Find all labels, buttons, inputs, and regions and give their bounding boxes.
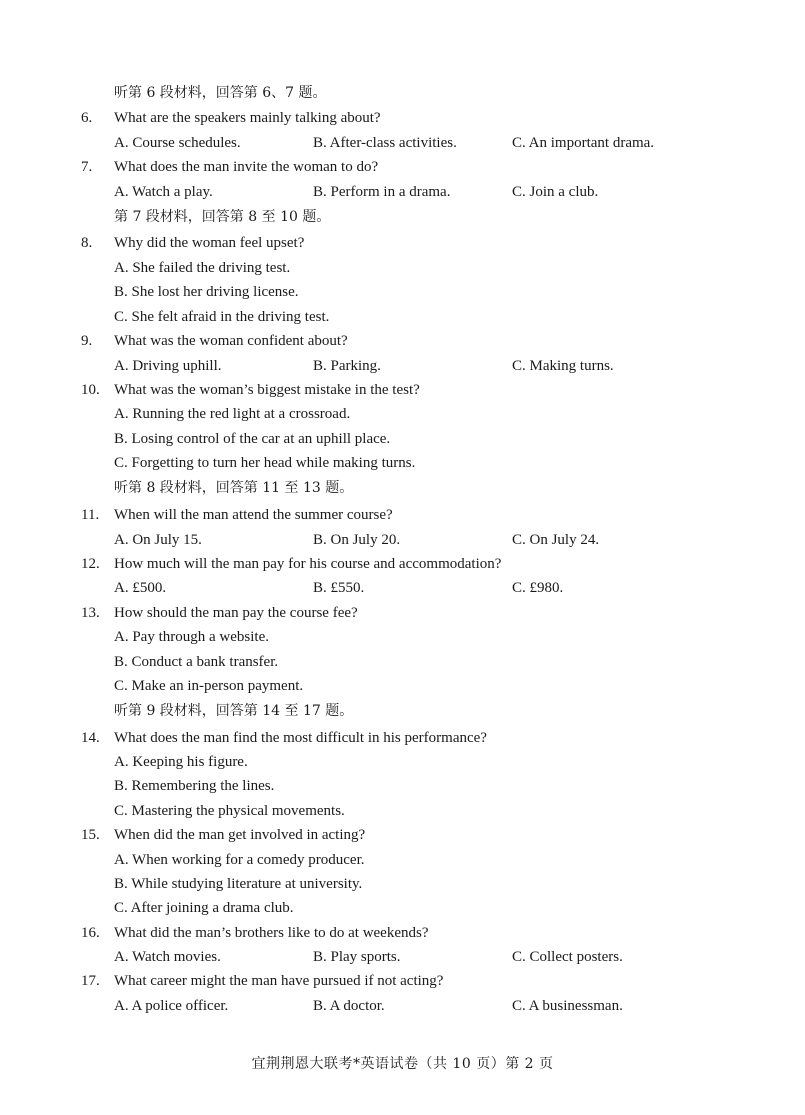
section-instruction-text: 听第 6 段材料，回答第 6、7 题。 — [114, 85, 327, 101]
option-c: C. After joining a drama club. — [114, 900, 294, 916]
option-a: A. Course schedules. — [114, 135, 241, 151]
question-number: 8. — [81, 235, 93, 251]
option-b: B. £550. — [313, 580, 365, 596]
option-a: A. Keeping his figure. — [114, 754, 248, 770]
section-instruction-text: 听第 8 段材料，回答第 11 至 13 题。 — [114, 480, 354, 496]
option-b: B. A doctor. — [313, 998, 385, 1014]
question-text: What does the man find the most difficult in his performance? — [114, 730, 487, 746]
question-number: 13. — [81, 605, 100, 621]
option-c: C. Join a club. — [512, 184, 599, 200]
option-b: B. While studying literature at university. — [114, 876, 363, 892]
option-a: A. Running the red light at a crossroad. — [114, 406, 351, 422]
option-a: A. On July 15. — [114, 532, 202, 548]
question-text: Why did the woman feel upset? — [114, 235, 305, 251]
question-text: When did the man get involved in acting? — [114, 827, 366, 843]
option-a: A. Pay through a website. — [114, 629, 269, 645]
option-a: A. Driving uphill. — [114, 358, 222, 374]
option-b: B. Remembering the lines. — [114, 778, 275, 794]
option-c: C. Forgetting to turn her head while making turns. — [114, 455, 416, 471]
option-c: C. On July 24. — [512, 532, 600, 548]
option-b: B. Losing control of the car at an uphill place. — [114, 431, 391, 447]
question-number: 16. — [81, 925, 100, 941]
question-text: What career might the man have pursued if not acting? — [114, 973, 444, 989]
option-a: A. A police officer. — [114, 998, 229, 1014]
question-number: 10. — [81, 382, 100, 398]
option-c: C. Making turns. — [512, 358, 614, 374]
option-c: C. Make an in-person payment. — [114, 678, 304, 694]
question-number: 9. — [81, 333, 93, 349]
option-b: B. On July 20. — [313, 532, 401, 548]
question-text: What did the man’s brothers like to do at weekends? — [114, 925, 429, 941]
option-c: C. Mastering the physical movements. — [114, 803, 345, 819]
option-a: A. Watch a play. — [114, 184, 213, 200]
question-text: What was the woman confident about? — [114, 333, 348, 349]
option-b: B. After-class activities. — [313, 135, 457, 151]
page-footer: 宜荆荆恩大联考*英语试卷（共 10 页）第 2 页 — [251, 1056, 554, 1072]
section-instruction-text: 第 7 段材料，回答第 8 至 10 题。 — [114, 209, 331, 225]
option-c: C. A businessman. — [512, 998, 623, 1014]
option-c: C. £980. — [512, 580, 564, 596]
question-number: 7. — [81, 159, 93, 175]
option-b: B. Play sports. — [313, 949, 401, 965]
option-a: A. She failed the driving test. — [114, 260, 291, 276]
question-text: How much will the man pay for his course and accommodation? — [114, 556, 502, 572]
option-b: B. She lost her driving license. — [114, 284, 299, 300]
option-c: C. She felt afraid in the driving test. — [114, 309, 330, 325]
question-text: What does the man invite the woman to do? — [114, 159, 379, 175]
question-number: 6. — [81, 110, 93, 126]
question-text: What was the woman’s biggest mistake in the test? — [114, 382, 420, 398]
section-instruction-text: 听第 9 段材料，回答第 14 至 17 题。 — [114, 703, 354, 719]
option-c: C. An important drama. — [512, 135, 655, 151]
question-number: 11. — [81, 507, 100, 523]
option-b: B. Conduct a bank transfer. — [114, 654, 279, 670]
question-number: 12. — [81, 556, 100, 572]
question-text: What are the speakers mainly talking about? — [114, 110, 381, 126]
question-number: 17. — [81, 973, 100, 989]
option-a: A. £500. — [114, 580, 167, 596]
question-number: 14. — [81, 730, 100, 746]
option-b: B. Parking. — [313, 358, 381, 374]
question-number: 15. — [81, 827, 100, 843]
question-text: How should the man pay the course fee? — [114, 605, 358, 621]
option-b: B. Perform in a drama. — [313, 184, 451, 200]
option-c: C. Collect posters. — [512, 949, 623, 965]
option-a: A. Watch movies. — [114, 949, 221, 965]
question-text: When will the man attend the summer course? — [114, 507, 393, 523]
option-a: A. When working for a comedy producer. — [114, 852, 365, 868]
